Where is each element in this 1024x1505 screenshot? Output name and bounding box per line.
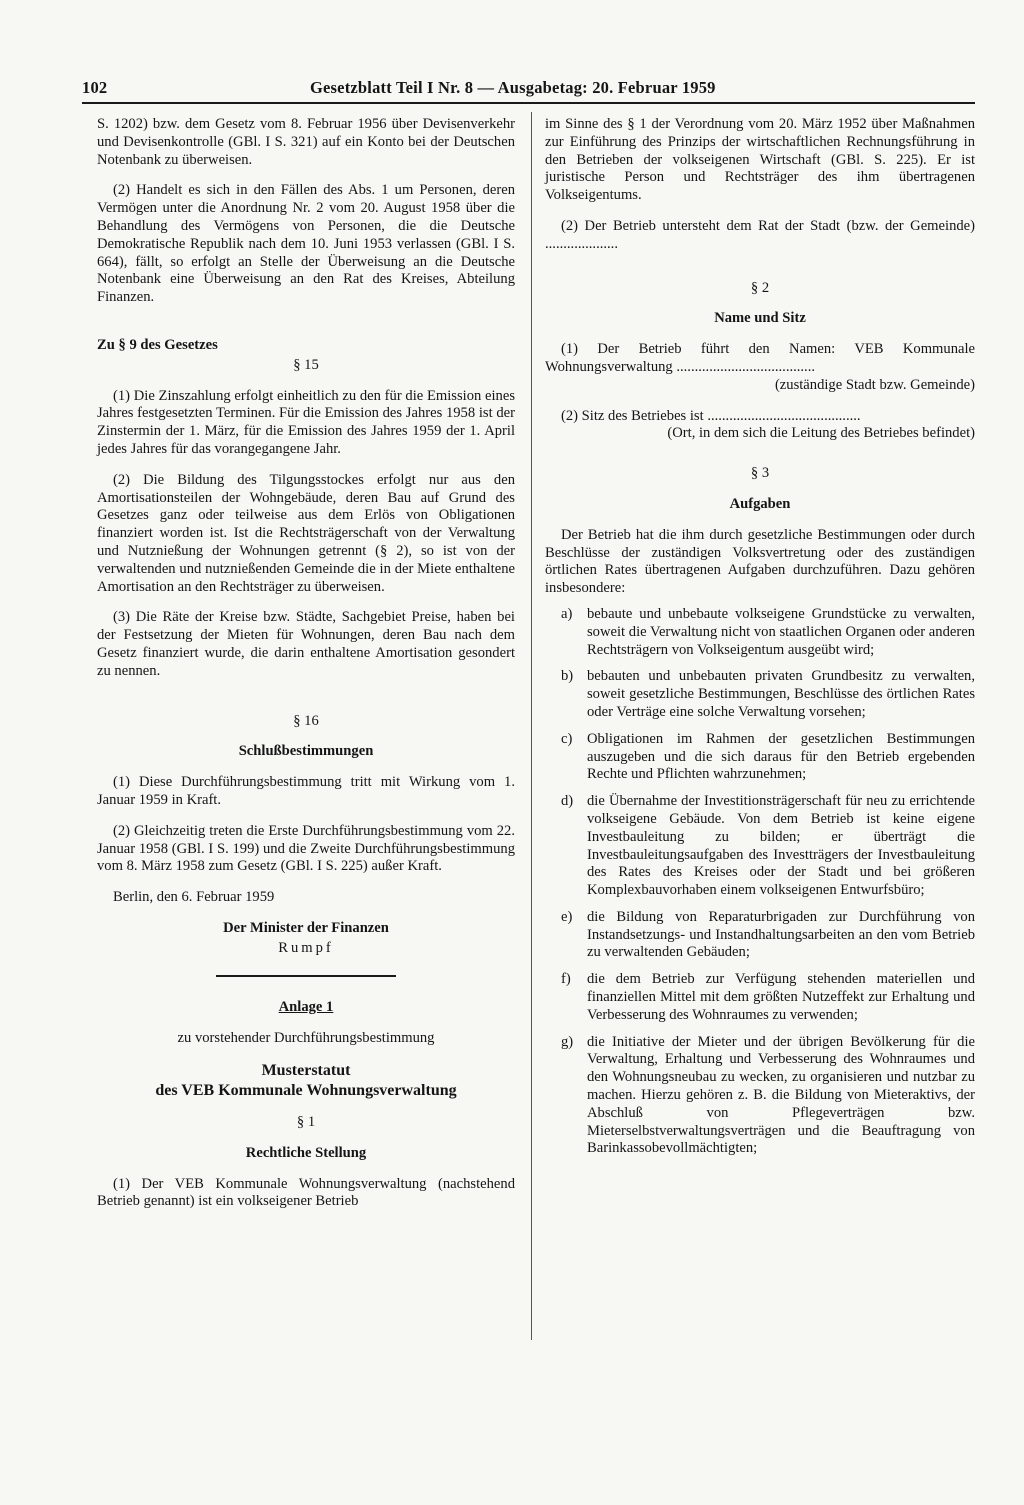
list-item-label: f) [561, 971, 571, 988]
list-item-text: bebaute und unbebaute volkseigene Grundstücke zu verwalten, soweit die Verwaltung nicht von staatlichen Organen oder anderen Rechtsträgern von Volkseigentum ausgeübt wird; [587, 605, 975, 658]
section-number: § 16 [293, 712, 319, 729]
section-title: Schlußbestimmungen [238, 743, 374, 760]
annex-title: Anlage 1 [278, 999, 334, 1016]
list-item-text: die Initiative der Mieter und der übrigen Bevölkerung für die Verwaltung, Erhaltung und Verbesserung des Wohnraumes und den Wohnungsneubau zu wecken, zu organisieren und nutzbar zu machen. Hierzu gehören z. B. die Bildung von Mieteraktivs, der Abschluß von Pflegeverträgen bzw. Mieterselbstverwaltungsverträgen und die Beauftragung von Barinkassobevollmächtigten; [587, 1033, 975, 1157]
list-item [545, 731, 975, 784]
paragraph: (2) Der Betrieb untersteht dem Rat der Stadt (bzw. der Gemeinde) .................... [545, 217, 975, 252]
list-item-text: die Übernahme der Investitionsträgerschaft für neu zu errichtende volkseigene Gebäude. Von dem Betrieb ist keine eigene Investbauleitung zu bilden; er überträgt die Investbauleitungsaufgaben des Investträgers der Investbauleitung des Rates des Kreises oder der Stadt und bei größeren Komplexbauvorhaben einem volkseigenen Entwurfsbüro; [587, 793, 975, 899]
right-column [545, 116, 975, 1167]
paragraph: (1) Die Zinszahlung erfolgt einheitlich zu den für die Emission eines Jahres festgesetzten Terminen. Für die Emission des Jahres 1958 ist der Zinstermin der 1. März, für die Emission des Jahres 1959 der 1. April jedes Jahres für das vorangegangene Jahr. [97, 387, 515, 457]
list-item [545, 909, 975, 962]
statute-subtitle: des VEB Kommunale Wohnungsverwaltung [155, 1082, 457, 1100]
page-number: 102 [82, 78, 108, 97]
page-header [82, 78, 975, 102]
annex-subtitle: zu vorstehender Durchführungsbestimmung [177, 1030, 435, 1047]
signatory-name: Rumpf [278, 939, 334, 956]
column-divider [531, 112, 532, 1340]
list-item-label: g) [561, 1033, 574, 1050]
list-item [545, 1034, 975, 1159]
paragraph: (2) Sitz des Betriebes ist .......................................... [561, 407, 861, 424]
section-title: Rechtliche Stellung [245, 1144, 367, 1161]
paragraph: (1) Der Betrieb führt den Namen: VEB Kommunale Wohnungsverwaltung ...................................... [545, 341, 975, 375]
section-number: § 2 [750, 279, 770, 296]
list-item-text: Obligationen im Rahmen der gesetzlichen Bestimmungen auszugeben und die sich daraus für den Betrieb ergebenden Rechte und Pflichten wahrzunehmen; [587, 730, 975, 783]
placeholder-caption: (zuständige Stadt bzw. Gemeinde) [774, 376, 975, 393]
task-list [545, 606, 975, 1158]
list-item-text: die dem Betrieb zur Verfügung stehenden materiellen und finanziellen Mittel mit dem größten Nutzeffekt zur Erhaltung und Verbesserung des Wohnraumes zu verwenden; [587, 971, 975, 1023]
signatory-title: Der Minister der Finanzen [223, 919, 389, 936]
list-item-label: e) [561, 908, 573, 925]
section-number: § 15 [293, 356, 319, 373]
list-item [545, 793, 975, 900]
paragraph: (2) Handelt es sich in den Fällen des Abs. 1 um Personen, deren Vermögen unter die Anordnung Nr. 2 vom 20. August 1958 über die Behandlung des Vermögens von Personen, die die Deutsche Demokratische Republik nach dem 10. Juni 1953 verlassen (GBl. I S. 664), fällt, so erfolgt an Stelle der Überweisung an die Deutsche Notenbank eine Überweisung an den Rat des Kreises, Abteilung Finanzen. [97, 182, 515, 306]
paragraph: im Sinne des § 1 der Verordnung vom 20. März 1952 über Maßnahmen zur Einführung des Prinzips der wirtschaftlichen Rechnungsführung in den Betrieben der volkseigenen Wirtschaft (GBl. S. 225). Er ist juristische Person und Rechtsträger des ihm übertragenen Volkseigentums. [545, 116, 975, 204]
list-item-text: die Bildung von Reparaturbrigaden zur Durchführung von Instandsetzungs- und Instandhaltungsarbeiten an den vom Betrieb zu verwaltenden Gebäuden; [587, 908, 975, 961]
list-item-label: a) [561, 605, 573, 622]
section-number: § 3 [750, 465, 770, 482]
paragraph: (3) Die Räte der Kreise bzw. Städte, Sachgebiet Preise, haben bei der Festsetzung der Mieten für Wohnungen, deren Bau nach dem Gesetz finanziert wurde, die darin enthaltene Amortisation gesondert zu nennen. [97, 609, 515, 679]
list-item [545, 606, 975, 659]
list-item [545, 668, 975, 721]
paragraph: S. 1202) bzw. dem Gesetz vom 8. Februar 1956 über Devisenverkehr und Devisenkontrolle (GBl. I S. 321) auf ein Konto bei der Deutschen Notenbank zu überweisen. [97, 116, 515, 168]
paragraph: (2) Gleichzeitig treten die Erste Durchführungsbestimmung vom 22. Januar 1958 (GBl. I S. 199) und die Zweite Durchführungsbestimmung vom 8. März 1958 zum Gesetz (GBl. I S. 225) außer Kraft. [97, 822, 515, 875]
publication-title: Gesetzblatt Teil I Nr. 8 — Ausgabetag: 20. Februar 1959 [310, 78, 716, 97]
separator-rule [216, 975, 396, 977]
paragraph: (1) Der VEB Kommunale Wohnungsverwaltung (nachstehend Betrieb genannt) ist ein volkseigener Betrieb [97, 1175, 515, 1210]
list-item-text: bebauten und unbebauten privaten Grundbesitz zu verwalten, soweit gesetzliche Bestimmungen, Beschlüsse des örtlichen Rates oder Verträge eine solche Verwaltung vorsehen; [587, 668, 975, 720]
section-title: Aufgaben [729, 495, 791, 512]
list-item [545, 971, 975, 1024]
left-column [97, 116, 515, 1224]
statute-title: Musterstatut [261, 1062, 351, 1080]
signing-date: Berlin, den 6. Februar 1959 [113, 889, 275, 906]
paragraph: (1) Diese Durchführungsbestimmung tritt mit Wirkung vom 1. Januar 1959 in Kraft. [97, 774, 515, 808]
list-item-label: d) [561, 793, 574, 810]
section-title: Name und Sitz [714, 310, 806, 327]
section-number: § 1 [296, 1114, 316, 1131]
paragraph: Der Betrieb hat die ihm durch gesetzliche Bestimmungen oder durch Beschlüsse der zuständigen Volksvertretung oder des zuständigen örtlichen Rates übertragenen Aufgaben durchzuführen. Dazu gehören insbesondere: [545, 526, 975, 597]
list-item-label: b) [561, 668, 574, 685]
header-rule [82, 102, 975, 104]
section-heading: Zu § 9 des Gesetzes [97, 336, 218, 353]
paragraph: (2) Die Bildung des Tilgungsstockes erfolgt nur aus den Amortisationsteilen der Wohngebäude, deren Bau auf Grund des Gesetzes ganz oder teilweise aus dem Erlös von Obligationen finanziert worden ist. Ist die Rechtsträgerschaft von der Verwaltung und Nutznießung der Wohnungen getrennt (§ 2), so ist von der verwaltenden und nutznießenden Gemeinde die in der Miete enthaltene Amortisation an den Rechtsträger zu überweisen. [97, 471, 515, 595]
placeholder-caption: (Ort, in dem sich die Leitung des Betriebes befindet) [667, 425, 975, 442]
list-item-label: c) [561, 730, 573, 747]
